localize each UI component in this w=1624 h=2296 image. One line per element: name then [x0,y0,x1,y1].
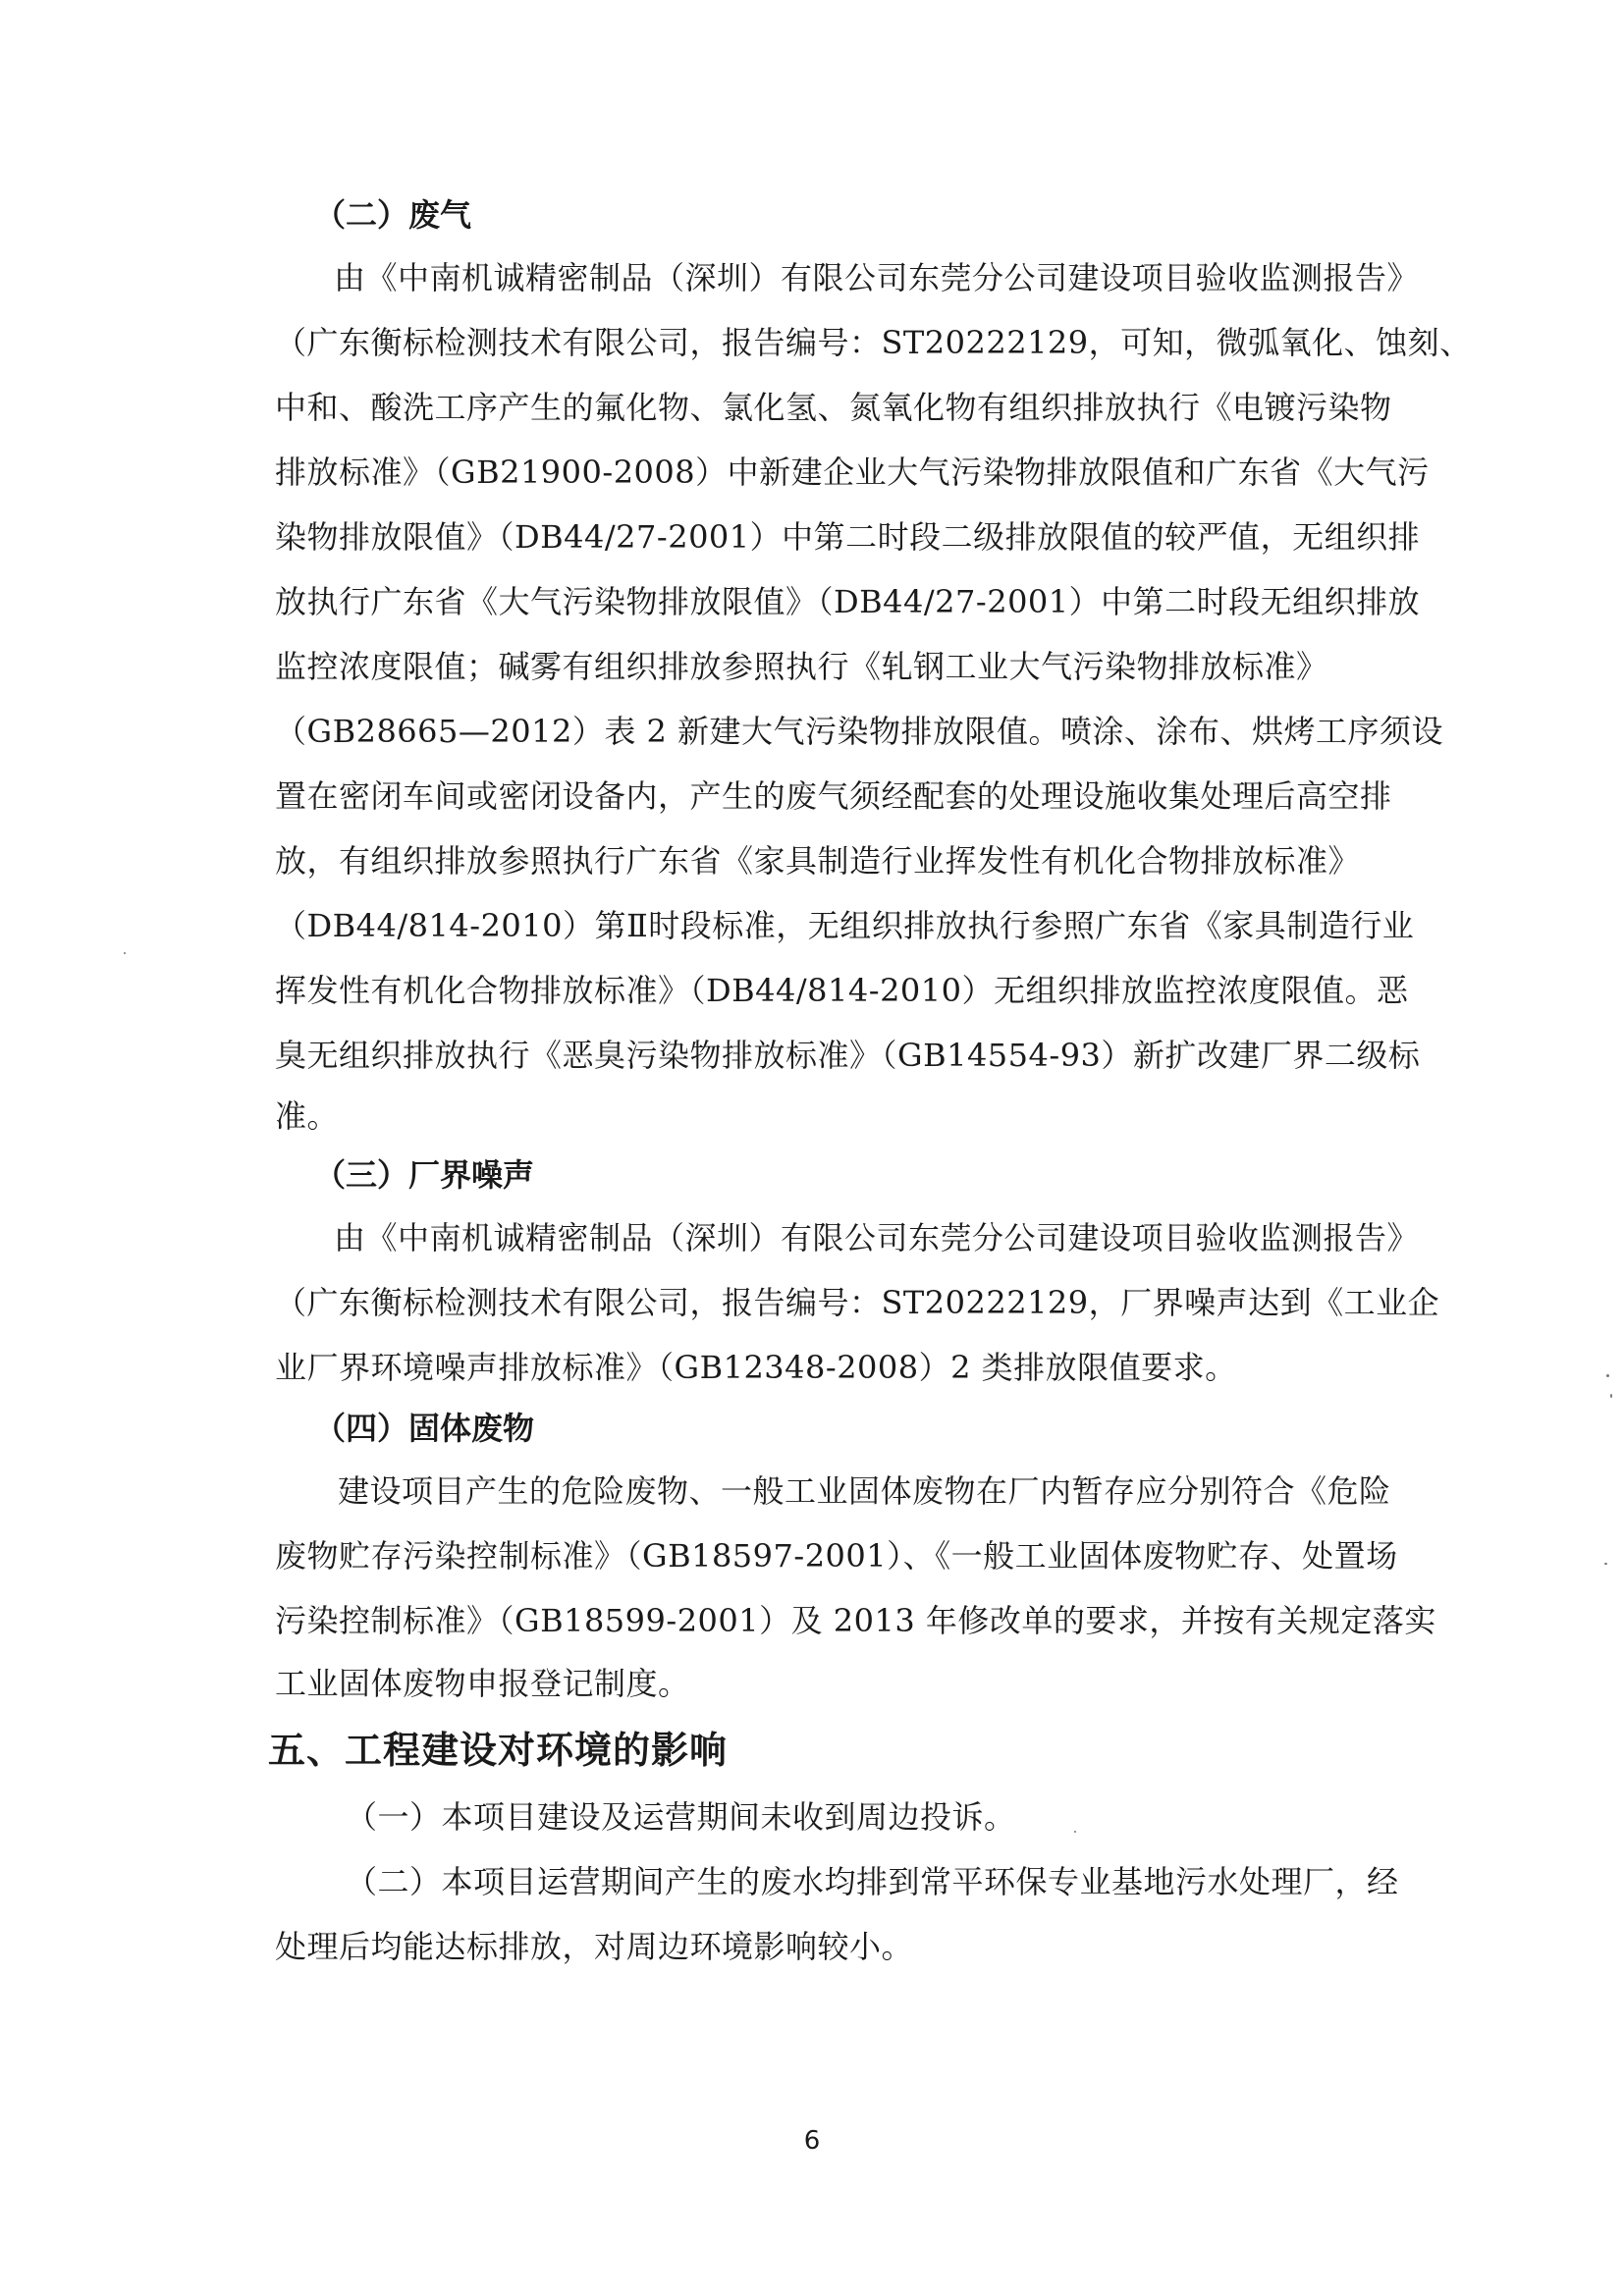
paragraph-line: （广东衡标检测技术有限公司，报告编号：ST20222129，厂界噪声达到《工业企 [275,1284,1440,1321]
paragraph-line: 处理后均能达标排放，对周边环境影响较小。 [275,1928,914,1965]
paragraph-line: 业厂界环境噪声排放标准》（GB12348-2008）2 类排放限值要求。 [275,1349,1237,1386]
paragraph-line: 准。 [275,1097,340,1135]
scan-speck [1610,1394,1612,1398]
paragraph-line: （GB28665—2012）表 2 新建大气污染物排放限值。喷涂、涂布、烘烤工序须设 [275,713,1444,750]
paragraph-line: 建设项目产生的危险废物、一般工业固体废物在厂内暂存应分别符合《危险 [338,1472,1391,1510]
paragraph-line: （DB44/814-2010）第Ⅱ时段标准，无组织排放执行参照广东省《家具制造行业 [275,907,1415,944]
paragraph-line: （二）本项目运营期间产生的废水均排到常平环保专业基地污水处理厂，经 [346,1863,1399,1900]
section-title-environmental-impact: 五、工程建设对环境的影响 [268,1728,729,1772]
page-number: 6 [803,2126,821,2156]
paragraph-line: 臭无组织排放执行《恶臭污染物排放标准》（GB14554-93）新扩改建厂界二级标 [275,1037,1421,1074]
paragraph-line: 污染控制标准》（GB18599-2001）及 2013 年修改单的要求，并按有关规定落实 [275,1602,1436,1639]
paragraph-line: 挥发性有机化合物排放标准》（DB44/814-2010）无组织排放监控浓度限值。恶 [275,972,1409,1009]
heading-boundary-noise: （三）厂界噪声 [314,1156,535,1194]
paragraph-line: 中和、酸洗工序产生的氟化物、氯化氢、氮氧化物有组织排放执行《电镀污染物 [275,389,1392,426]
paragraph-line: 置在密闭车间或密闭设备内，产生的废气须经配套的处理设施收集处理后高空排 [275,777,1392,815]
paragraph-line: （广东衡标检测技术有限公司，报告编号：ST20222129，可知，微弧氧化、蚀刻、 [275,324,1472,361]
paragraph-line: 废物贮存污染控制标准》（GB18597-2001）、《一般工业固体废物贮存、处置场 [275,1537,1398,1575]
heading-solid-waste: （四）固体废物 [314,1410,535,1447]
paragraph-line: （一）本项目建设及运营期间未收到周边投诉。 [346,1798,1016,1836]
scan-speck [1074,1831,1076,1833]
scan-speck [124,952,126,954]
paragraph-line: 由《中南机诚精密制品（深圳）有限公司东莞分公司建设项目验收监测报告》 [334,259,1420,296]
paragraph-line: 监控浓度限值；碱雾有组织排放参照执行《轧钢工业大气污染物排放标准》 [275,648,1328,685]
paragraph-line: 放，有组织排放参照执行广东省《家具制造行业挥发性有机化合物排放标准》 [275,842,1361,880]
paragraph-line: 放执行广东省《大气污染物排放限值》（DB44/27-2001）中第二时段无组织排放 [275,583,1421,620]
heading-waste-gas: （二）废气 [314,196,472,234]
paragraph-line: 由《中南机诚精密制品（深圳）有限公司东莞分公司建设项目验收监测报告》 [334,1219,1420,1256]
paragraph-line: 染物排放限值》（DB44/27-2001）中第二时段二级排放限值的较严值，无组织排 [275,518,1421,556]
paragraph-line: 排放标准》（GB21900-2008）中新建企业大气污染物排放限值和广东省《大气污 [275,454,1430,491]
paragraph-line: 工业固体废物申报登记制度。 [275,1665,690,1702]
scan-speck [1606,1374,1609,1377]
scan-speck [1604,1563,1607,1565]
